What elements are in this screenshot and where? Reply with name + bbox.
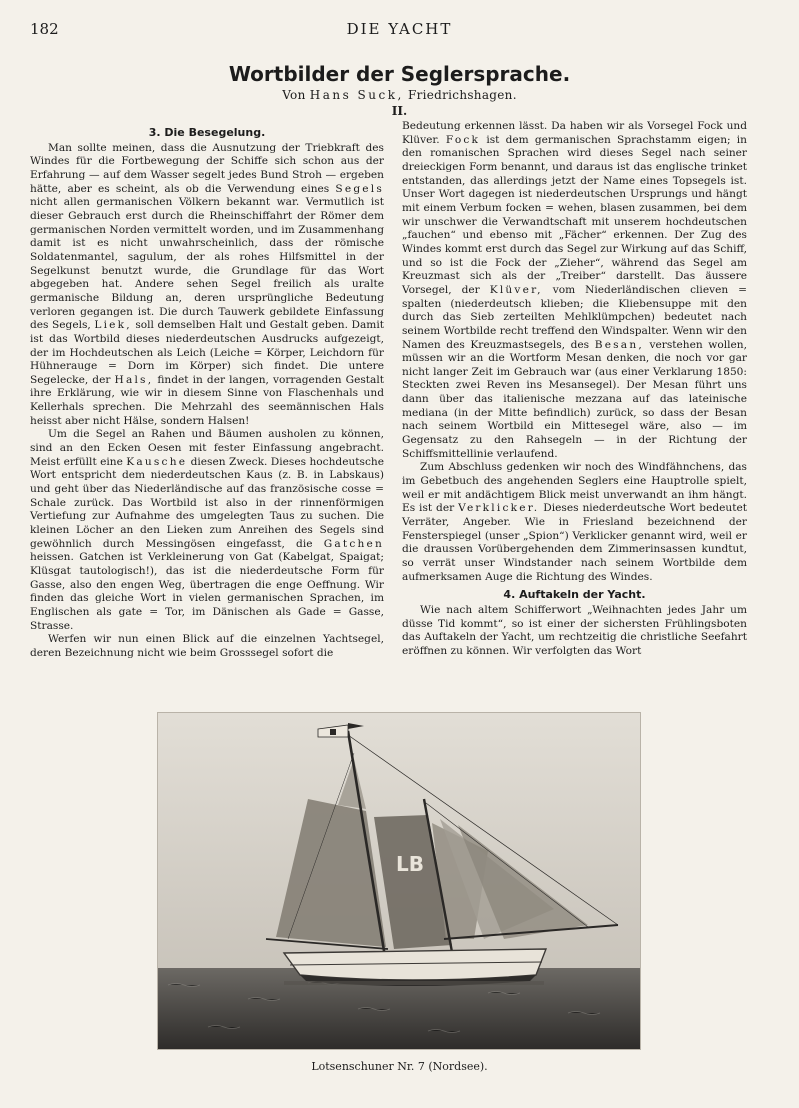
term-liek: Liek, <box>94 319 132 332</box>
text-run: vom Niederländischen clieven = spalten (niederdeutsch klieben; die Kliebensuppe mit den durch das Sieb zerteilten Mehlklümpchen) bedeutet nach seinem Wortbilde recht treffend den Windspalter. Wenn wir den Namen des Kreuzmastsegels, des <box>402 283 748 351</box>
hull <box>284 949 546 986</box>
byline <box>0 88 799 102</box>
hull-reflection <box>284 981 544 985</box>
text-run: soll demselben Halt und Gestalt geben. Damit ist das Wortbild dieses niederdeutschen Ausdrucks aufgezeigt, der im Hochdeutschen als Leich (Leiche = Körper, Leichdorn für Hühneraugе = Dorn im Körper) sich findet. Die untere Segelecke, der <box>30 319 384 386</box>
text-run: diesen Zweck. Dieses hochdeutsche Wort entspricht dem niederdeutschen Kaus (z. B. in Labskaus) und geht über das Niederländische auf das französische cosse = Schale zurück. Das Wortbild ist also in der rinnenförmigen Vertiefung zur Aufnahme des umgelegten Taus zu suchen. Die kleinen Löcher an den Lieken zum Anreihen des Segels sind gewöhnlich durch Messingösen eingefasst, die <box>30 455 385 550</box>
byline-prefix: Von <box>282 88 306 102</box>
text-run: findet in der langen, vorragenden Gestalt ihre Erklärung, wie wir in diesem Sinne von Flaschenhals und Kellerhals sprechen. Die Mehrzahl des seemännischen Hals heisst aber nicht Hälse, sondern Halsen! <box>30 373 384 427</box>
article-part: II. <box>391 104 408 118</box>
schooner-photo <box>157 712 641 1050</box>
author-location: Friedrichshagen. <box>407 88 517 102</box>
sail-marking: LB <box>396 852 424 876</box>
term-kluever: Klüver, <box>489 283 543 296</box>
section-heading: 3. Die Besegelung. <box>148 126 266 139</box>
text-run: ist dem germanischen Sprachstamm eigen; in den romanischen Sprachen wird dieses Segel nach seiner dreieckigen Form benannt, und daraus ist das englische trinket entstanden, das allerdings jetzt der Name eines Topsegels ist. Unser Wort dagegen ist niederdeutschen Ursprungs und hängt mit einem Verbum focken = wehen, blasen zusammen, bei dem wir unschwer die Verwandtschaft mit unserem hochdeutschen „fauchen“ und ebenso mit „Fächer“ erkennen. Der Zug des Windes kommt erst durch das Segel zur Wirkung auf das Schiff, und so ist die Fock der „Zieher“, während das Segel am Kreuzmast sich als der „Treiber“ darstellt. Das äussere Vorsegel, der <box>402 133 747 296</box>
text-run: heissen. Gatchen ist Verkleinerung von Gat (Kabelgat, Spaigat; Klüsgat tautologisch!), das ist die niederdeutsche Form für Gasse, also den engen Weg, übertragen die enge Oeffnung. Wir finden das gleiche Wort in vielen germanischen Sprachen, im Englischen als gate = Tor, im Dänischen als Gade = Gasse, Strasse. <box>30 551 384 632</box>
page-number: 182 <box>30 20 59 38</box>
term-besan: Besan, <box>594 338 644 351</box>
article-title: Wortbilder der Seglersprache. <box>228 62 571 86</box>
text-run: nicht allen germanischen Völkern bekannt war. Vermutlich ist dieser Gebrauch erst durch die Rheinschiffahrt der Römer dem germanischen Norden vermittelt worden, und im Zusammenhang damit ist es nicht unwahrscheinlich, dass der römische Soldatenmantel, sagulum, der als rohes Hilfsmittel in der Segelkunst benutzt wurde, die Grundlage für das Wort abgegeben hat. Andere sehen Segel freilich als uralte germanische Bildung an, deren ursprüngliche Bedeutung verloren gegangen ist. Die durch Tauwerk gebildete Einfassung des Segels, <box>30 196 384 332</box>
term-gatchen: Gatchen <box>323 537 384 550</box>
term-fock: Fock <box>445 133 481 146</box>
schooner-illustration <box>158 713 640 1049</box>
text-run: Zum Abschluss gedenken wir noch des Windfähnchens, das im Gebetbuch des angehenden Seglers eine Hauptrolle spielt, weil er mit andächtigem Blick meist unverwandt an ihm hängt. Es ist der <box>402 461 747 515</box>
text-run: Man sollte meinen, dass die Ausnutzung der Triebkraft des Windes für die Fortbewegung der Schiffe sich schon aus der Erfahrung — auf dem Wasser segelt jedes Bund Stroh — ergeben hätte, aber es scheint, als ob die Verwendung eines <box>30 141 384 195</box>
text-run: Werfen wir nun einen Blick auf die einzelnen Yachtsegel, deren Bezeichnung nicht wie beim Grosssegel sofort die <box>30 633 384 659</box>
text-run: Dieses niederdeutsche Wort bedeutet Verräter, Angeber. Wie in Friesland bezeichnend der Fensterspiegel (unser „Spion“) Verklicker genannt wird, weil er die draussen Vorübergehenden dem Zimmerinsassen kundtut, so verrät unser Windstander nach seinem Wortbilde dem aufmerksamen Auge die Richtung des Windes. <box>402 502 747 583</box>
term-segel: Segels <box>335 182 384 195</box>
figure-caption: Lotsenschuner Nr. 7 (Nordsee). <box>311 1060 488 1073</box>
text-run: Wie nach altem Schifferwort „Weihnachten jedes Jahr um düsse Tid kommt“, so ist einer der sichersten Frühlingsboten das Auftakeln der Yacht, um rechtzeitig die christliche Seefahrt eröffnen zu können. Wir verfolgten das Wort <box>402 603 747 657</box>
paragraph <box>30 142 384 429</box>
term-verklicker: Verklicker. <box>458 502 540 515</box>
paragraph <box>402 604 747 659</box>
text-run: verstehen wollen, müssen wir an die Wortform Mesan denken, die noch vor gar nicht langer Zeit im Gebrauch war (aus einer Verklarung 1850: Steckten zwei Reven ins Mesansegel). Der Mesan führt uns dann über das italienische mezzana auf das lateinische mediana (in der Mitte befindlich) zurück, so dass der Besan nach seinem Wortbild ein Mittesegel wäre, also — im Gegensatz zu den Rahsegeln — in der Richtung der Schiffsmittellinie verlaufend. <box>402 338 747 460</box>
paragraph <box>30 428 384 633</box>
running-head: DIE YACHT <box>346 20 453 38</box>
section-heading: 4. Auftakeln der Yacht. <box>503 588 646 602</box>
text-run: Bedeutung erkennen lässt. Da haben wir als Vorsegel Fock und Klüver. <box>402 120 747 146</box>
paragraph-continued <box>402 120 747 461</box>
column-right <box>402 120 747 659</box>
paragraph <box>30 633 384 660</box>
paragraph <box>402 461 747 584</box>
author-name: Hans Suck, <box>309 88 404 102</box>
term-kausche: Kausche <box>126 455 188 468</box>
text-run: Um die Segel an Rahen und Bäumen ausholen zu können, sind an den Ecken Oesen mit fester Einfassung angebracht. Meist erfüllt eine <box>30 428 384 468</box>
column-left <box>30 126 384 661</box>
term-hals: Hals, <box>114 373 154 386</box>
